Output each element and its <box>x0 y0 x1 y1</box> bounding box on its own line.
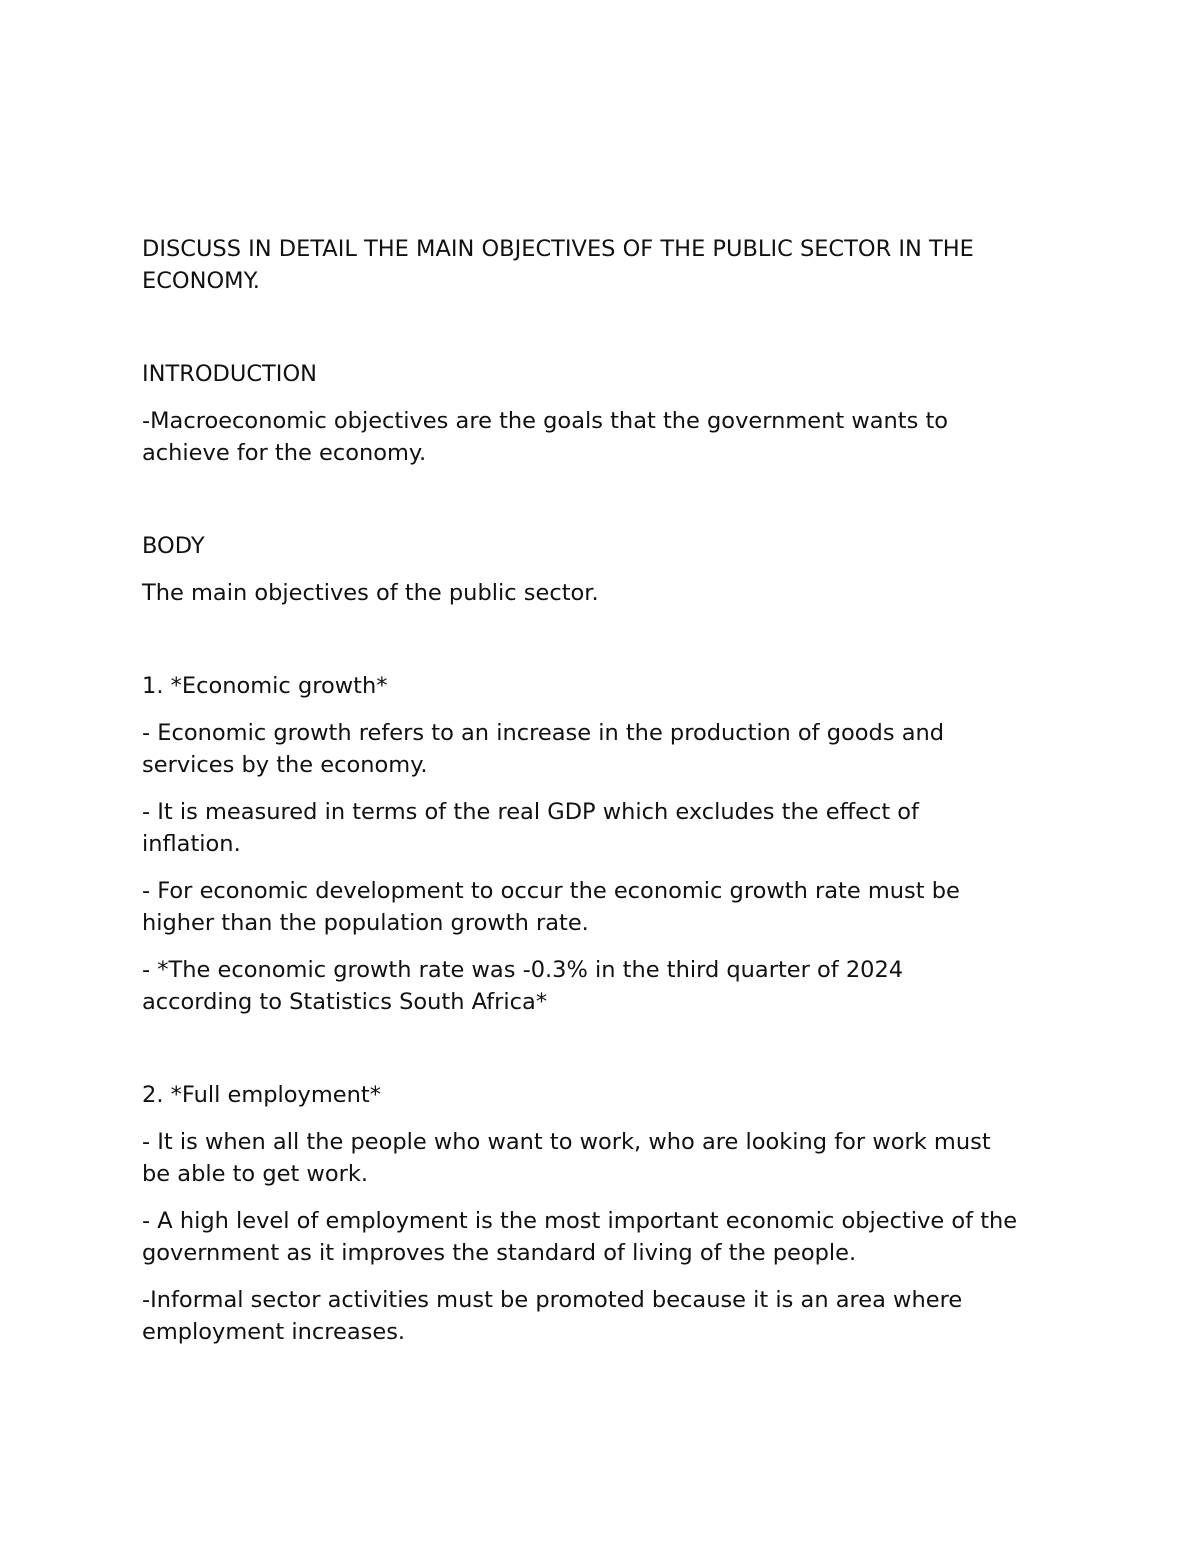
introduction-heading: INTRODUCTION <box>142 361 317 387</box>
point-line: - A high level of employment is the most important economic objective of the <box>142 1208 1018 1234</box>
document-page <box>142 233 1072 1348</box>
point-line: - It is measured in terms of the real GDP which excludes the effect of <box>142 799 919 825</box>
section-full-employment <box>142 1079 1072 1348</box>
section-2-heading: 2. *Full employment* <box>142 1082 381 1108</box>
section-1-point-1 <box>142 717 1072 781</box>
point-line: employment increases. <box>142 1319 406 1345</box>
section-2-point-2 <box>142 1205 1072 1269</box>
introduction-line-2: achieve for the economy. <box>142 440 427 466</box>
body-intro: The main objectives of the public sector. <box>142 580 599 606</box>
point-line: services by the economy. <box>142 752 428 778</box>
point-line: inflation. <box>142 831 241 857</box>
point-line: - *The economic growth rate was -0.3% in the third quarter of 2024 <box>142 957 904 983</box>
point-line: - For economic development to occur the economic growth rate must be <box>142 878 960 904</box>
point-line: be able to get work. <box>142 1161 369 1187</box>
section-1-heading: 1. *Economic growth* <box>142 673 388 699</box>
introduction-line-1: -Macroeconomic objectives are the goals that the government wants to <box>142 408 949 434</box>
introduction-paragraph <box>142 405 1072 469</box>
title-line-2: ECONOMY. <box>142 268 260 294</box>
point-line: - Economic growth refers to an increase in the production of goods and <box>142 720 945 746</box>
section-1-point-4 <box>142 954 1072 1018</box>
point-line: -Informal sector activities must be promoted because it is an area where <box>142 1287 963 1313</box>
title-line-1: DISCUSS IN DETAIL THE MAIN OBJECTIVES OF THE PUBLIC SECTOR IN THE <box>142 236 974 262</box>
section-2-point-3 <box>142 1284 1072 1348</box>
body-heading: BODY <box>142 533 205 559</box>
point-line: - It is when all the people who want to work, who are looking for work must <box>142 1129 991 1155</box>
section-economic-growth <box>142 670 1072 1018</box>
section-2-point-1 <box>142 1126 1072 1190</box>
point-line: government as it improves the standard of living of the people. <box>142 1240 857 1266</box>
document-title <box>142 233 1072 297</box>
point-line: according to Statistics South Africa* <box>142 989 548 1015</box>
section-1-point-2 <box>142 796 1072 860</box>
body-section <box>142 530 1072 609</box>
introduction-section <box>142 358 1072 469</box>
section-1-point-3 <box>142 875 1072 939</box>
point-line: higher than the population growth rate. <box>142 910 589 936</box>
